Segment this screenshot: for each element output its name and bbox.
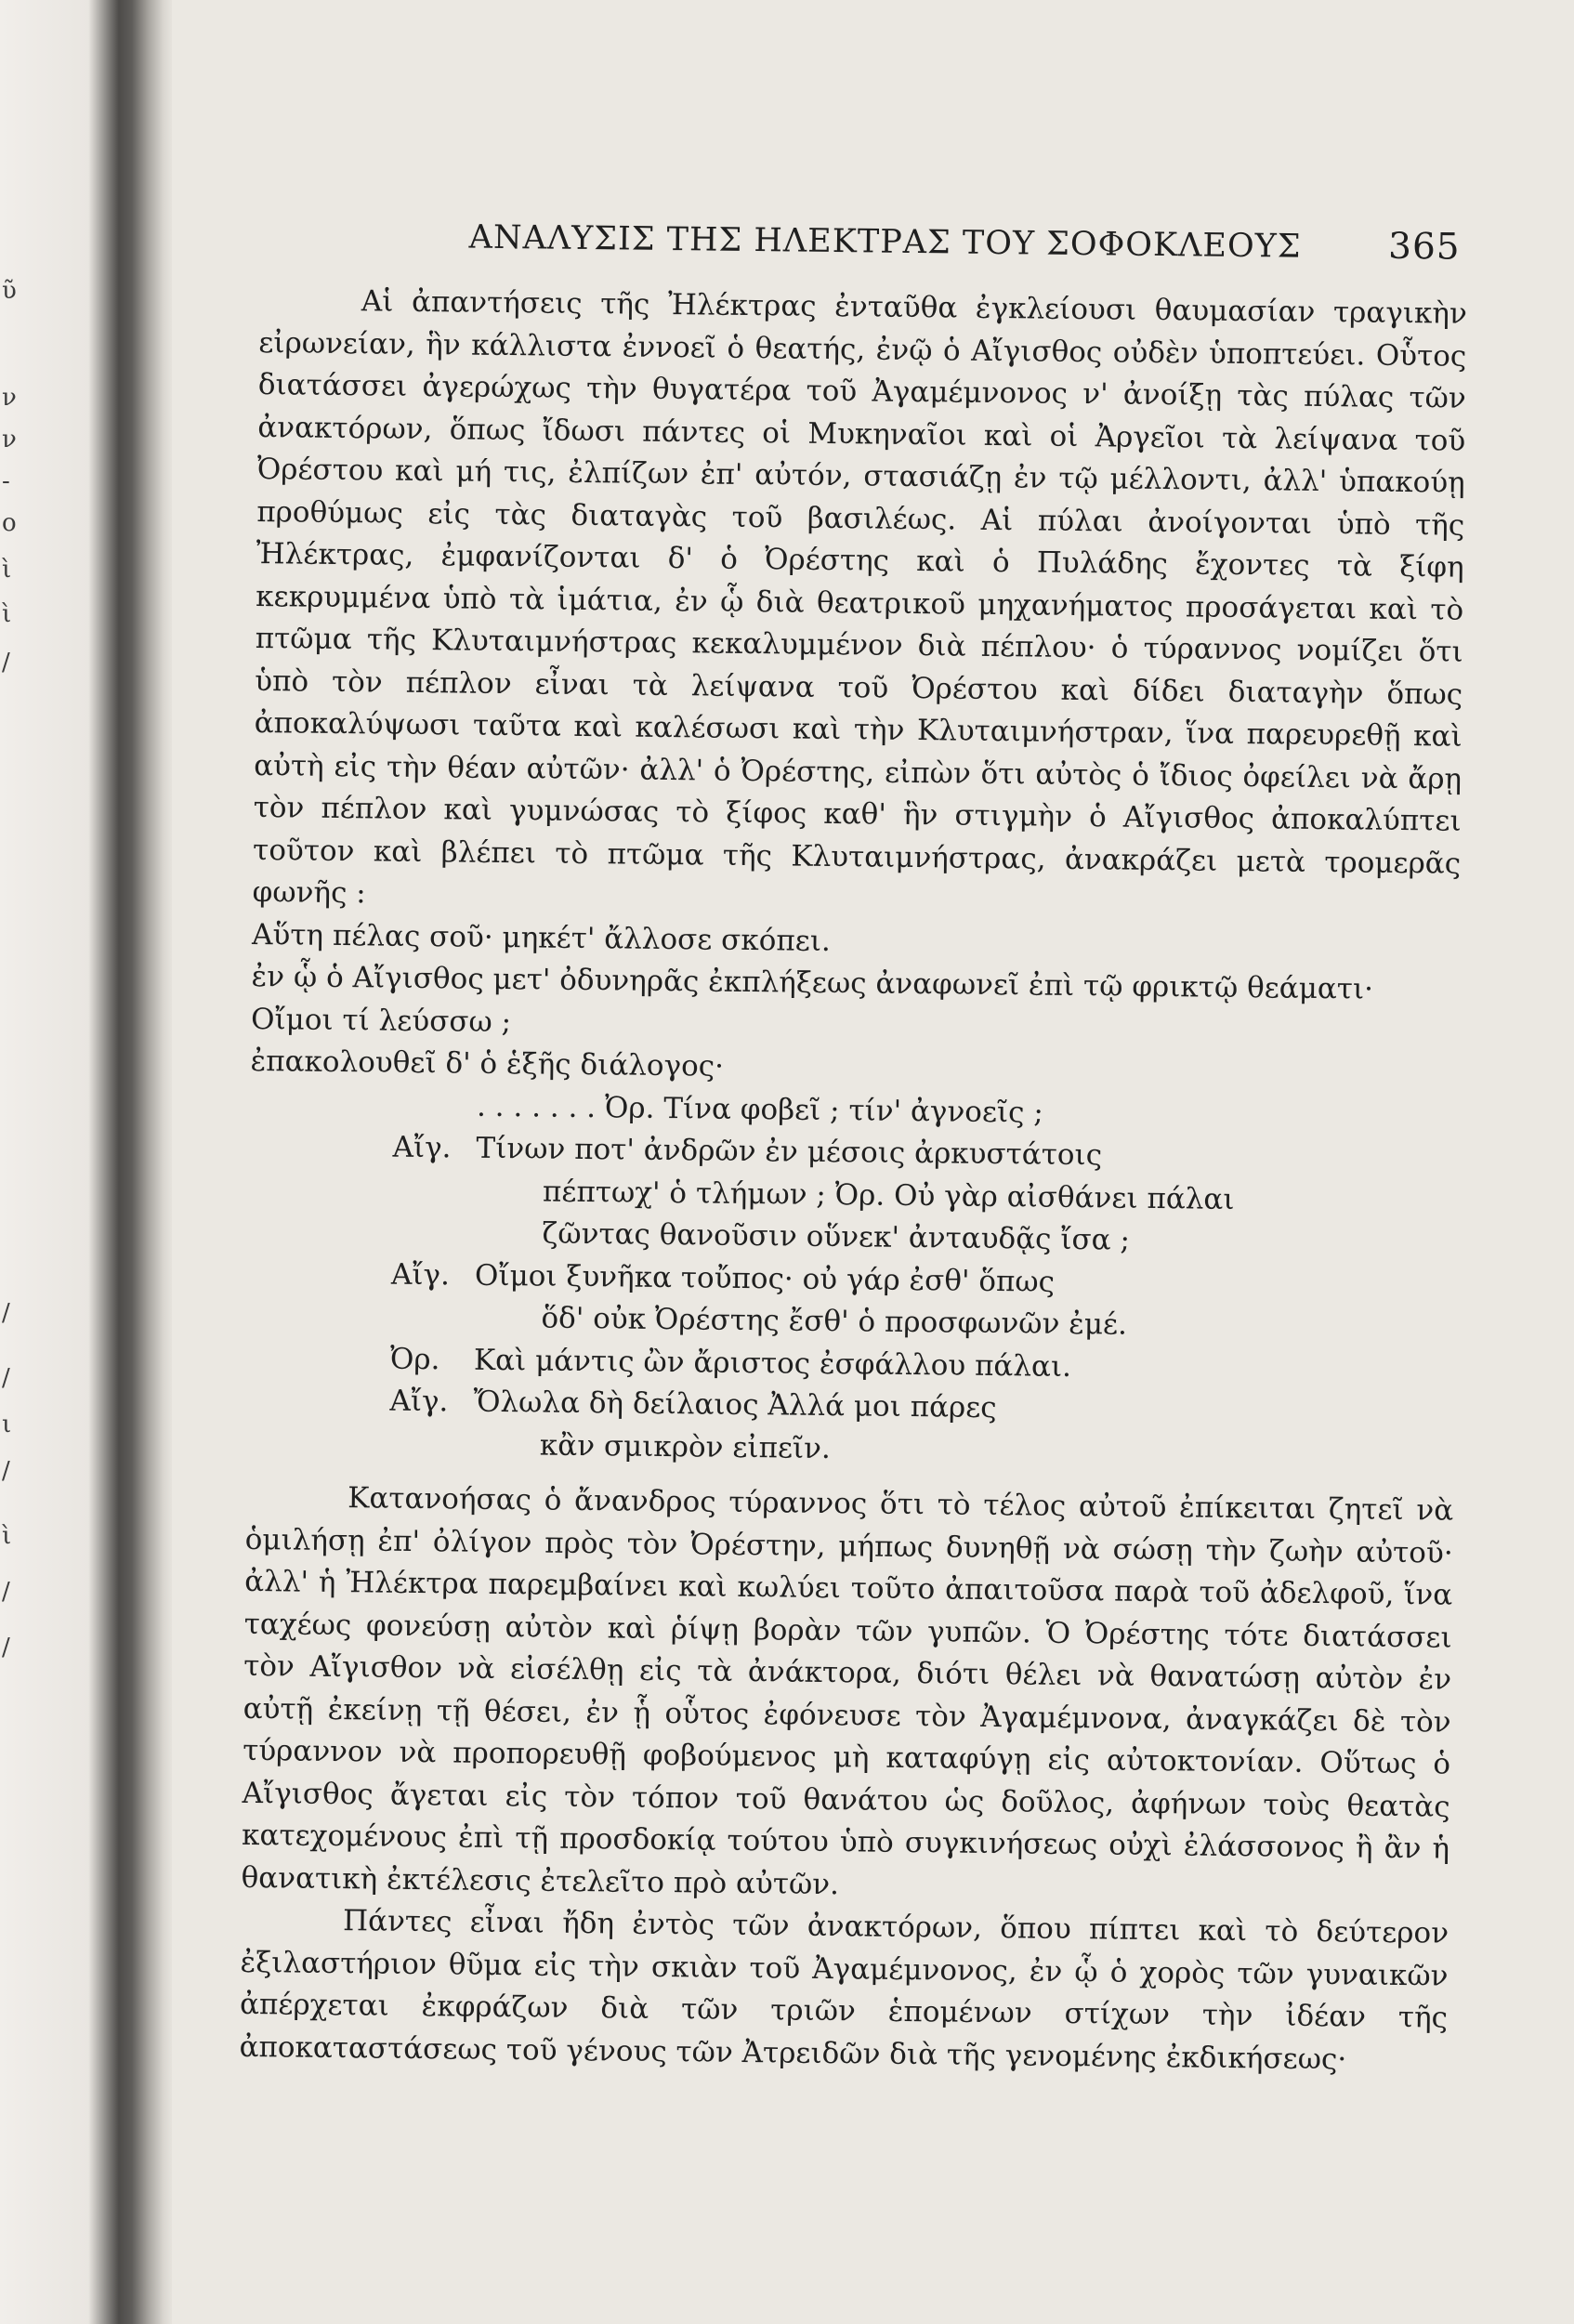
dialogue-block bbox=[246, 1083, 1459, 1477]
speaker bbox=[392, 1169, 477, 1213]
speaker bbox=[393, 1084, 478, 1128]
page-body bbox=[239, 280, 1467, 2082]
dialogue-text: Τίνων ποτ' ἀνδρῶν ἐν μέσοις ἀρκυστάτοις bbox=[476, 1131, 1103, 1173]
margin-glyph: / bbox=[2, 1457, 10, 1485]
speaker: Αἴγ. bbox=[392, 1130, 452, 1165]
speaker: Αἴγ. bbox=[389, 1384, 449, 1419]
verse-quote: Οἴμοι τί λεύσσω ; bbox=[250, 1002, 512, 1039]
margin-glyph: / bbox=[2, 1364, 10, 1392]
margin-glyph: - bbox=[2, 467, 10, 495]
speaker: Αἴγ. bbox=[390, 1257, 451, 1292]
narrative-line: ἐπακολουθεῖ δ' ὁ ἑξῆς διάλογος· bbox=[250, 1044, 725, 1083]
page-number: 365 bbox=[1387, 225, 1461, 269]
dialogue-text: Ὄλωλα δὴ δείλαιος Ἀλλά μοι πάρες bbox=[473, 1385, 997, 1425]
header-title: ΑΝΑΛΥΣΙΣ ΤΗΣ ΗΛΕΚΤΡΑΣ ΤΟΥ ΣΟΦΟΚΛΕΟΥΣ bbox=[468, 218, 1302, 266]
dialogue-text: Οἴμοι ξυνῆκα τοὔπος· οὐ γάρ ἐσθ' ὅπως bbox=[474, 1258, 1056, 1299]
margin-glyph: / bbox=[2, 649, 10, 676]
margin-glyph: ὶ bbox=[2, 1522, 12, 1550]
speaker: Ὀρ. bbox=[389, 1342, 440, 1376]
speaker bbox=[390, 1296, 475, 1340]
dialogue-text: κἂν σμικρὸν εἰπεῖν. bbox=[539, 1428, 832, 1465]
margin-glyph: ὶ bbox=[2, 600, 12, 628]
dialogue-text: Καὶ μάντις ὢν ἄριστος ἐσφάλλου πάλαι. bbox=[473, 1343, 1072, 1384]
verse-quote: Αὕτη πέλας σοῦ· μηκέτ' ἄλλοσε σκόπει. bbox=[251, 917, 832, 958]
speaker bbox=[389, 1423, 474, 1466]
running-header bbox=[468, 212, 1468, 288]
margin-glyph: / bbox=[2, 1634, 10, 1661]
speaker bbox=[391, 1212, 476, 1255]
paragraph: Πάντες εἶναι ἤδη ἐντὸς τῶν ἀνακτόρων, ὅπου πίπτει καὶ τὸ δεύτερον ἐξιλαστήριον θῦμα εἰς τὴν σκιὰν τοῦ Ἀγαμέμνονος, ἐν ᾧ ὁ χορὸς τῶν γυναικῶν ἀπέρχεται ἐκφράζων διὰ τῶν τριῶν ἑπομένων στίχων τὴν ἰδέαν τῆς ἀποκαταστάσεως τοῦ γένους τῶν Ἀτρειδῶν διὰ τῆς γενομένης ἐκδικήσεως· bbox=[239, 1904, 1449, 2076]
dialogue-text: . . . . . . . Ὀρ. Τίνα φοβεῖ ; τίν' ἀγνοεῖς ; bbox=[476, 1089, 1044, 1130]
margin-glyph: / bbox=[2, 1578, 10, 1606]
margin-glyph: ὶ bbox=[2, 556, 12, 584]
margin-glyph: ῦ bbox=[2, 277, 17, 305]
dialogue-text: πέπτωχ' ὁ τλήμων ; Ὀρ. Οὐ γὰρ αἰσθάνει πάλαι bbox=[542, 1175, 1235, 1216]
dialogue-text: ὅδ' οὐκ Ὀρέστης ἔσθ' ὁ προσφωνῶν ἐμέ. bbox=[541, 1301, 1128, 1342]
narrative-line: ἐν ᾧ ὁ Αἴγισθος μετ' ὀδυνηρᾶς ἐκπλήξεως ἀναφωνεῖ ἐπὶ τῷ φρικτῷ θεάματι· bbox=[251, 959, 1374, 1006]
paragraph: Κατανοήσας ὁ ἄνανδρος τύραννος ὅτι τὸ τέλος αὐτοῦ ἐπίκειται ζητεῖ νὰ ὁμιλήσῃ ἐπ' ὀλίγον πρὸς τὸν Ὀρέστην, μήπως δυνηθῇ νὰ σώσῃ τὴν ζωὴν αὐτοῦ· ἀλλ' ἡ Ἠλέκτρα παρεμβαίνει καὶ κωλύει τοῦτο ἀπαιτοῦσα παρὰ τοῦ ἀδελφοῦ, ἵνα ταχέως φονεύσῃ αὐτὸν καὶ ῥίψῃ βορὰν τῶν γυπῶν. Ὁ Ὀρέστης τότε διατάσσει τὸν Αἴγισθον νὰ εἰσέλθῃ εἰς τὰ ἀνάκτορα, διότι θέλει νὰ θανατώσῃ αὐτὸν ἐν αὐτῇ ἐκείνῃ τῇ θέσει, ἐν ᾗ οὗτος ἐφόνευσε τὸν Ἀγαμέμνονα, ἀναγκάζει δὲ τὸν τύραννον νὰ προπορευθῇ φοβούμενος μὴ καταφύγῃ εἰς αὐτοκτονίαν. Οὕτως ὁ Αἴγισθος ἄγεται εἰς τὸν τόπον τοῦ θανάτου ὡς δοῦλος, ἀφήνων τοὺς θεατὰς κατεχομένους ἐπὶ τῇ προσδοκίᾳ τούτου ὑπὸ συγκινήσεως οὐχὶ ἐλάσσονος ἢ ἂν ἡ θανατικὴ ἐκτέλεσις ἐτελεῖτο πρὸ αὐτῶν. bbox=[241, 1481, 1454, 1901]
margin-glyph: ο bbox=[2, 509, 17, 537]
dialogue-text: ζῶντας θανοῦσιν οὕνεκ' ἀνταυδᾷς ἴσα ; bbox=[542, 1216, 1131, 1257]
margin-glyph: ν bbox=[2, 384, 17, 412]
margin-glyph: ι bbox=[2, 1411, 12, 1438]
margin-glyph: ν bbox=[2, 426, 17, 453]
book-gutter bbox=[0, 0, 172, 2324]
page bbox=[239, 209, 1468, 2082]
margin-glyph: / bbox=[2, 1299, 10, 1327]
paragraph: Αἱ ἀπαντήσεις τῆς Ἠλέκτρας ἐνταῦθα ἐγκλείουσι θαυμασίαν τραγικὴν εἰρωνείαν, ἣν κάλλιστα ἐννοεῖ ὁ θεατής, ἐνῷ ὁ Αἴγισθος οὐδὲν ὑποπτεύει. Οὗτος διατάσσει ἀγερώχως τὴν θυγατέρα τοῦ Ἀγαμέμνονος ν' ἀνοίξῃ τὰς πύλας τῶν ἀνακτόρων, ὅπως ἴδωσι πάντες οἱ Μυκηναῖοι καὶ οἱ Ἀργεῖοι τὰ λείψανα τοῦ Ὀρέστου καὶ μή τις, ἐλπίζων ἐπ' αὐτόν, στασιάζῃ ἐν τῷ μέλλοντι, ἀλλ' ὑπακούῃ προθύμως εἰς τὰς διαταγὰς τοῦ βασιλέως. Αἱ πύλαι ἀνοίγονται ὑπὸ τῆς Ἠλέκτρας, ἐμφανίζονται δ' ὁ Ὀρέστης καὶ ὁ Πυλάδης ἔχοντες τὰ ξίφη κεκρυμμένα ὑπὸ τὰ ἱμάτια, ἐν ᾧ διὰ θεατρικοῦ μηχανήματος προσάγεται καὶ τὸ πτῶμα τῆς Κλυταιμνήστρας κεκαλυμμένον διὰ πέπλου· ὁ τύραννος νομίζει ὅτι ὑπὸ τὸν πέπλον εἶναι τὰ λείψανα τοῦ Ὀρέστου καὶ δίδει διαταγὴν ὅπως ἀποκαλύψωσι ταῦτα καὶ καλέσωσι καὶ τὴν Κλυταιμνήστραν, ἵνα παρευρεθῇ καὶ αὐτὴ εἰς τὴν θέαν αὐτῶν· ἀλλ' ὁ Ὀρέστης, εἰπὼν ὅτι αὐτὸς ὁ ἴδιος ὀφείλει νὰ ἄρῃ τὸν πέπλον καὶ γυμνώσας τὸ ξίφος καθ' ἣν στιγμὴν ὁ Αἴγισθος ἀποκαλύπτει τοῦτον καὶ βλέπει τὸ πτῶμα τῆς Κλυταιμνήστρας, ἀνακράζει μετὰ τρομερᾶς φωνῆς : bbox=[252, 284, 1468, 911]
